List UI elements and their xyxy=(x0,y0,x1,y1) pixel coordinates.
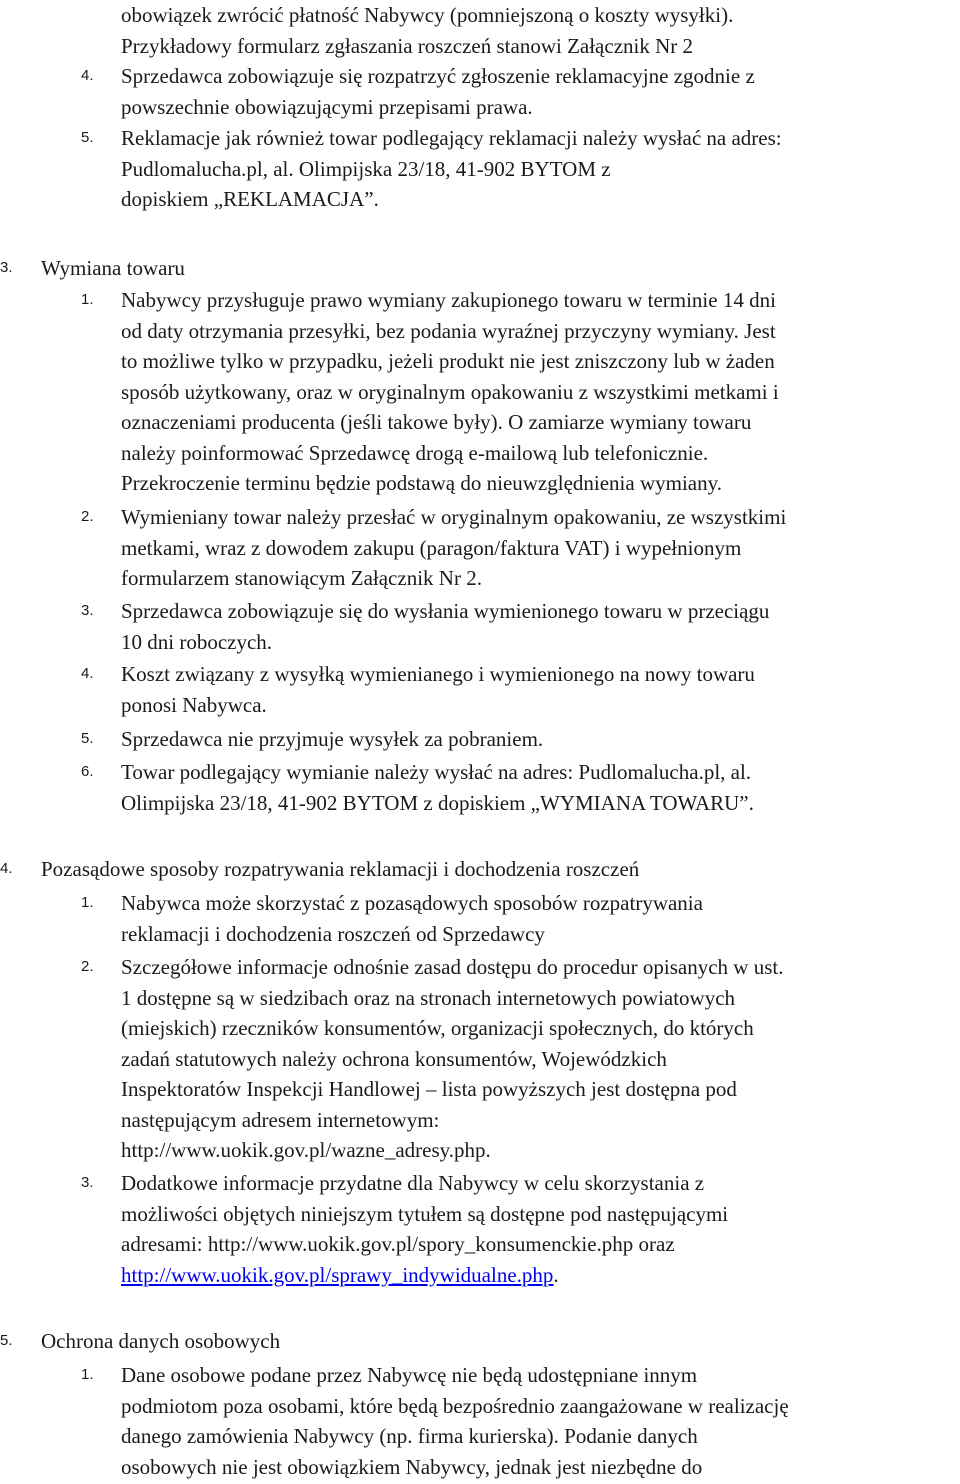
text-line: Dane osobowe podane przez Nabywcę nie będą udostępniane innym xyxy=(121,1363,698,1387)
link-line xyxy=(121,1260,728,1291)
text-line: Sprzedawca zobowiązuje się do wysłania wymienionego towaru w przeciągu xyxy=(121,599,770,623)
text-line: danego zamówienia Nabywcy (np. firma kurierska). Podanie danych xyxy=(121,1424,698,1448)
item-number: 2. xyxy=(81,958,94,975)
item-number: 3. xyxy=(81,1174,94,1191)
text-line: Nabywcy przysługuje prawo wymiany zakupionego towaru w terminie 14 dni xyxy=(121,288,776,312)
text-line: Nabywca może skorzystać z pozasądowych sposobów rozpatrywania xyxy=(121,891,703,915)
text-line: Wymieniany towar należy przesłać w oryginalnym opakowaniu, ze wszystkimi xyxy=(121,505,787,529)
section-number: 3. xyxy=(0,259,13,276)
text-line: ponosi Nabywca. xyxy=(121,692,267,717)
text-line: adresami: http://www.uokik.gov.pl/spory_konsumenckie.php oraz xyxy=(121,1232,675,1256)
text-line: Sprzedawca zobowiązuje się rozpatrzyć zgłoszenie reklamacyjne zgodnie z xyxy=(121,64,755,88)
text-line: Przekroczenie terminu będzie podstawą do nieuwzględnienia wymiany. xyxy=(121,471,723,495)
text-line: zadań statutowych należy ochrona konsumentów, Wojewódzkich xyxy=(121,1046,667,1071)
text-line: Przykładowy formularz zgłaszania roszczeń stanowi Załącznik Nr 2 xyxy=(121,33,694,58)
section-number: 4. xyxy=(0,860,13,877)
text-line: http://www.uokik.gov.pl/wazne_adresy.php. xyxy=(121,1138,491,1162)
text-line: Szczegółowe informacje odnośnie zasad dostępu do procedur opisanych w ust. xyxy=(121,955,784,979)
text-line: metkami, wraz z dowodem zakupu (paragon/faktura VAT) i wypełnionym xyxy=(121,535,742,560)
text-line: oznaczeniami producenta (jeśli takowe były). O zamiarze wymiany towaru xyxy=(121,410,752,434)
text-line: dopiskiem „REKLAMACJA”. xyxy=(121,187,379,211)
text-line: Koszt związany z wysyłką wymienianego i wymienionego na nowy towaru xyxy=(121,662,755,686)
uokik-individual-cases-link[interactable]: http://www.uokik.gov.pl/sprawy_indywidualne.php xyxy=(121,1262,554,1287)
text-line: Sprzedawca nie przyjmuje wysyłek za pobraniem. xyxy=(121,727,544,751)
item-number: 1. xyxy=(81,291,94,308)
text-line: podmiotom poza osobami, które będą bezpośrednio zaangażowane w realizację xyxy=(121,1393,789,1418)
item-number: 2. xyxy=(81,508,94,525)
text-line: obowiązek zwrócić płatność Nabywcy (pomniejszoną o koszty wysyłki). xyxy=(121,3,734,27)
text-line: to możliwe tylko w przypadku, jeżeli produkt nie jest zniszczony lub w żaden xyxy=(121,349,775,373)
item-number: 6. xyxy=(81,763,94,780)
text-line: sposób użytkowany, oraz w oryginalnym opakowaniu z wszystkimi metkami i xyxy=(121,379,779,404)
text-line: Dodatkowe informacje przydatne dla Nabywcy w celu skorzystania z xyxy=(121,1171,705,1195)
text-line: należy poinformować Sprzedawcę drogą e-mailową lub telefonicznie. xyxy=(121,440,709,465)
text-line: Towar podlegający wymianie należy wysłać na adres: Pudlomalucha.pl, al. xyxy=(121,760,752,784)
text-line: powszechnie obowiązującymi przepisami prawa. xyxy=(121,94,533,119)
text-line: od daty otrzymania przesyłki, bez podania wyraźnej przyczyny wymiany. Jest xyxy=(121,318,776,343)
text-line: następującym adresem internetowym: xyxy=(121,1107,440,1132)
text-line: formularzem stanowiącym Załącznik Nr 2. xyxy=(121,566,482,590)
text-line: Pudlomalucha.pl, al. Olimpijska 23/18, 41-902 BYTOM z xyxy=(121,156,611,181)
text-line: Inspektoratów Inspekcji Handlowej – lista powyższych jest dostępna pod xyxy=(121,1077,737,1101)
item-number: 5. xyxy=(81,129,94,146)
text-line: możliwości objętych niniejszym tytułem są dostępne pod następującymi xyxy=(121,1201,729,1226)
section-title: Pozasądowe sposoby rozpatrywania reklamacji i dochodzenia roszczeń xyxy=(41,857,640,881)
item-number: 3. xyxy=(81,602,94,619)
text-line: 10 dni roboczych. xyxy=(121,629,273,654)
section-title: Ochrona danych osobowych xyxy=(41,1329,281,1353)
item-number: 4. xyxy=(81,665,94,682)
item-number: 5. xyxy=(81,730,94,747)
link-suffix: . xyxy=(553,1262,559,1287)
item-number: 1. xyxy=(81,1366,94,1383)
text-line: Olimpijska 23/18, 41-902 BYTOM z dopiskiem „WYMIANA TOWARU”. xyxy=(121,790,754,815)
text-line: (miejskich) rzeczników konsumentów, organizacji społecznych, do których xyxy=(121,1016,754,1040)
text-line: reklamacji i dochodzenia roszczeń od Sprzedawcy xyxy=(121,921,545,946)
text-line: osobowych nie jest obowiązkiem Nabywcy, jednak jest niezbędne do xyxy=(121,1454,703,1479)
item-number: 1. xyxy=(81,894,94,911)
text-line: 1 dostępne są w siedzibach oraz na stronach internetowych powiatowych xyxy=(121,985,736,1010)
section-number: 5. xyxy=(0,1332,13,1349)
text-line: Reklamacje jak również towar podlegający reklamacji należy wysłać na adres: xyxy=(121,126,782,150)
item-number: 4. xyxy=(81,67,94,84)
section-title: Wymiana towaru xyxy=(41,256,185,280)
